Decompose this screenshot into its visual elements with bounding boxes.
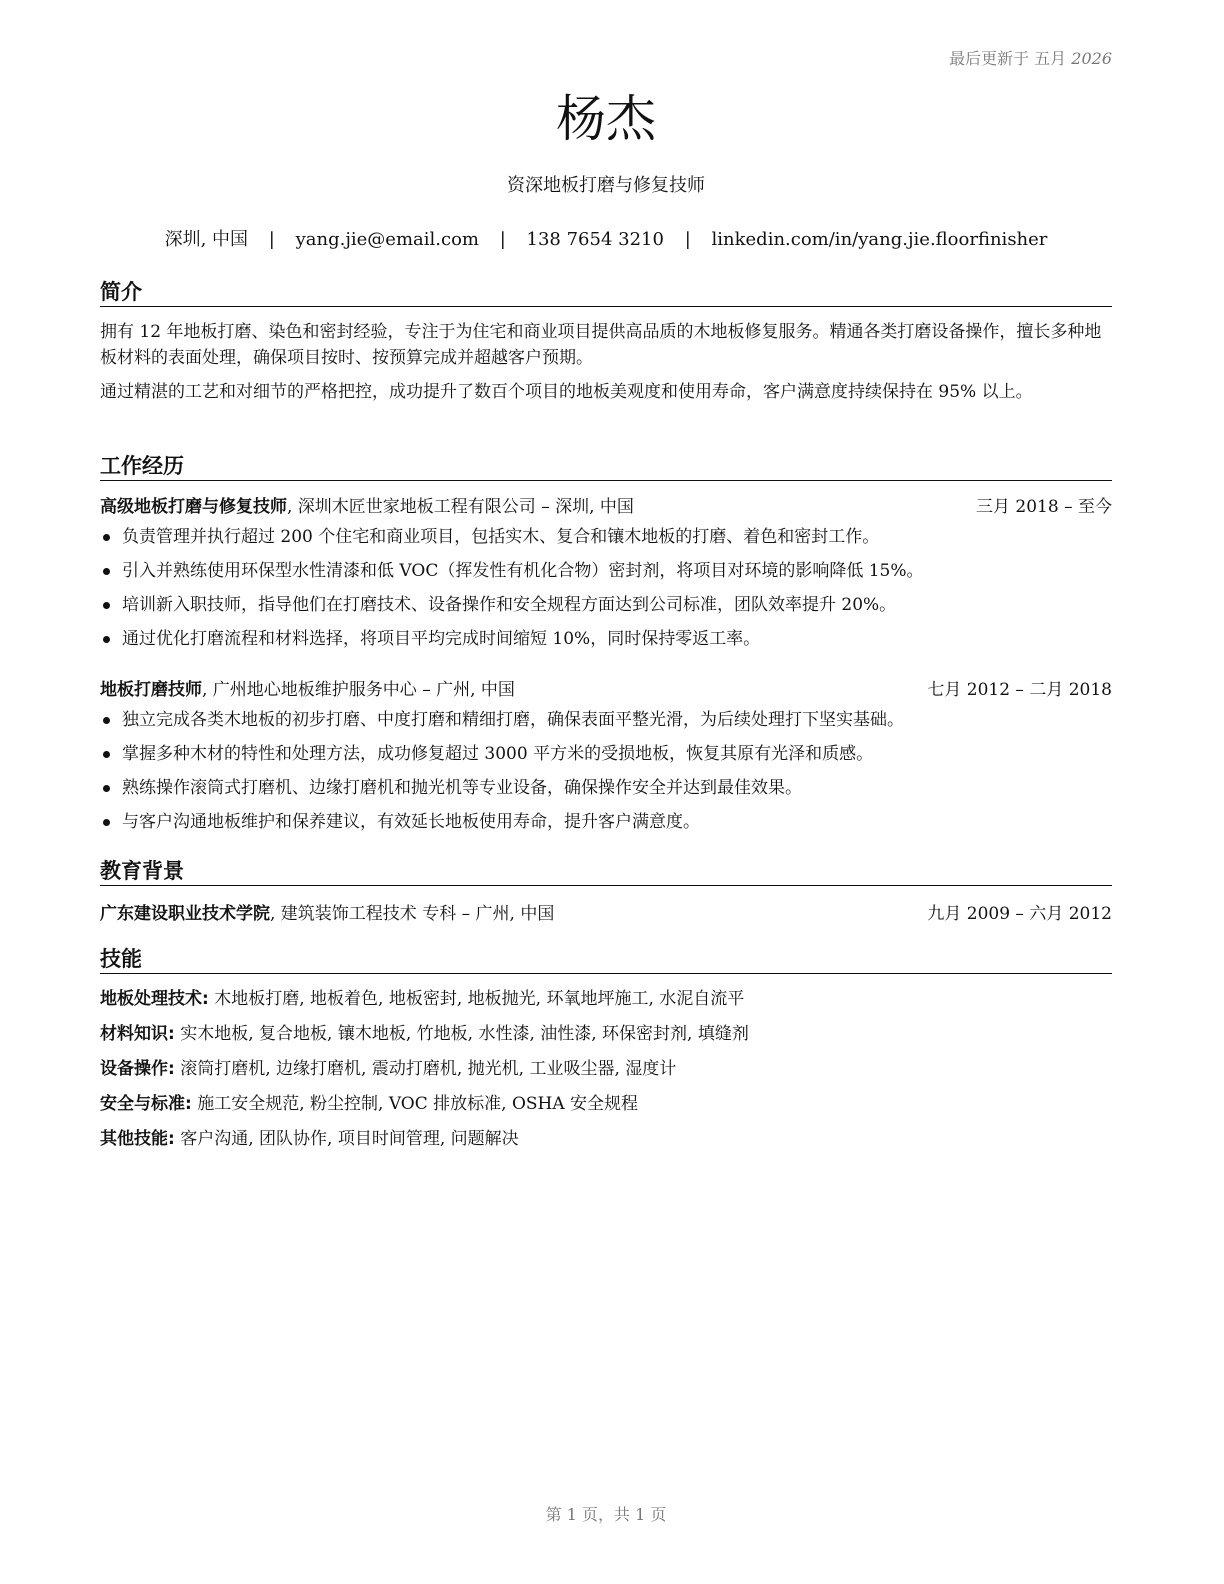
skill-row xyxy=(100,1087,1112,1122)
skill-value: 客户沟通, 团队协作, 项目时间管理, 问题解决 xyxy=(174,1129,519,1149)
list-item: 引入并熟练使用环保型水性清漆和低 VOC（挥发性有机化合物）密封剂，将项目对环境的影响降低 15%。 xyxy=(100,554,1112,588)
job-bullets xyxy=(100,703,1112,839)
skill-value: 木地板打磨, 地板着色, 地板密封, 地板抛光, 环氧地坪施工, 水泥自流平 xyxy=(208,989,745,1009)
section-title-experience: 工作经历 xyxy=(100,452,1112,481)
education-line xyxy=(100,901,554,927)
skill-row xyxy=(100,982,1112,1017)
skill-row xyxy=(100,1017,1112,1052)
list-item: 通过优化打磨流程和材料选择，将项目平均完成时间缩短 10%，同时保持零返工率。 xyxy=(100,622,1112,656)
list-item: 独立完成各类木地板的初步打磨、中度打磨和精细打磨，确保表面平整光滑，为后续处理打下坚实基础。 xyxy=(100,703,1112,737)
job-title-line xyxy=(100,677,515,703)
job-org: , 深圳木匠世家地板工程有限公司 – 深圳, 中国 xyxy=(287,497,634,517)
last-updated xyxy=(949,46,1112,69)
last-updated-year: 2026 xyxy=(1071,49,1112,68)
resume-page xyxy=(100,0,1112,1584)
job-header xyxy=(100,677,1112,703)
contact-separator: | xyxy=(268,229,275,250)
job-bullets xyxy=(100,520,1112,656)
list-item: 负责管理并执行超过 200 个住宅和商业项目，包括实木、复合和镶木地板的打磨、着色和密封工作。 xyxy=(100,520,1112,554)
education-school: 广东建设职业技术学院 xyxy=(100,904,270,924)
contact-location: 深圳, 中国 xyxy=(164,229,249,250)
skills-list xyxy=(100,982,1112,1157)
contact-separator: | xyxy=(684,229,691,250)
skill-label: 其他技能: xyxy=(100,1129,175,1149)
skill-label: 材料知识: xyxy=(100,1024,175,1044)
summary-paragraph: 通过精湛的工艺和对细节的严格把控，成功提升了数百个项目的地板美观度和使用寿命，客户满意度持续保持在 95% 以上。 xyxy=(100,382,1033,402)
skill-row xyxy=(100,1122,1112,1157)
page-number: 第 1 页，共 1 页 xyxy=(545,1505,667,1524)
candidate-name: 杨杰 xyxy=(556,90,656,148)
skill-label: 设备操作: xyxy=(100,1059,175,1079)
contact-separator: | xyxy=(499,229,506,250)
contact-email[interactable]: yang.jie@email.com xyxy=(295,229,479,250)
job-header xyxy=(100,494,1112,520)
job-org: , 广州地心地板维护服务中心 – 广州, 中国 xyxy=(202,680,515,700)
job-entry xyxy=(100,677,1112,839)
summary-paragraph: 拥有 12 年地板打磨、染色和密封经验，专注于为住宅和商业项目提供高品质的木地板修复服务。精通各类打磨设备操作，擅长多种地板材料的表面处理，确保项目按时、按预算完成并超越客户预期。 xyxy=(100,322,1102,368)
section-title-education: 教育背景 xyxy=(100,857,1112,886)
skill-value: 滚筒打磨机, 边缘打磨机, 震动打磨机, 抛光机, 工业吸尘器, 湿度计 xyxy=(174,1059,677,1079)
candidate-headline: 资深地板打磨与修复技师 xyxy=(507,175,705,196)
job-dates: 七月 2012 – 二月 2018 xyxy=(927,680,1112,700)
education-section xyxy=(100,857,1112,927)
last-updated-label: 最后更新于 五月 xyxy=(949,49,1067,68)
job-entry xyxy=(100,494,1112,656)
contact-line xyxy=(100,225,1112,251)
section-title-skills: 技能 xyxy=(100,945,1112,974)
skills-section xyxy=(100,945,1112,1157)
section-title-summary: 简介 xyxy=(100,278,1112,307)
skill-label: 安全与标准: xyxy=(100,1094,192,1114)
list-item: 熟练操作滚筒式打磨机、边缘打磨机和抛光机等专业设备，确保操作安全并达到最佳效果。 xyxy=(100,771,1112,805)
list-item: 培训新入职技师，指导他们在打磨技术、设备操作和安全规程方面达到公司标准，团队效率提升 20%。 xyxy=(100,588,1112,622)
education-entry xyxy=(100,901,1112,927)
experience-section xyxy=(100,452,1112,839)
education-dates: 九月 2009 – 六月 2012 xyxy=(927,904,1112,924)
list-item: 掌握多种木材的特性和处理方法，成功修复超过 3000 平方米的受损地板，恢复其原有光泽和质感。 xyxy=(100,737,1112,771)
job-role: 高级地板打磨与修复技师 xyxy=(100,497,287,517)
job-title-line xyxy=(100,494,634,520)
contact-phone: 138 7654 3210 xyxy=(526,229,664,250)
job-dates: 三月 2018 – 至今 xyxy=(976,497,1112,517)
list-item: 与客户沟通地板维护和保养建议，有效延长地板使用寿命，提升客户满意度。 xyxy=(100,805,1112,839)
skill-value: 施工安全规范, 粉尘控制, VOC 排放标准, OSHA 安全规程 xyxy=(191,1094,639,1114)
job-role: 地板打磨技师 xyxy=(100,680,202,700)
skill-label: 地板处理技术: xyxy=(100,989,209,1009)
skill-row xyxy=(100,1052,1112,1087)
contact-linkedin[interactable]: linkedin.com/in/yang.jie.floorfinisher xyxy=(711,229,1048,250)
skill-value: 实木地板, 复合地板, 镶木地板, 竹地板, 水性漆, 油性漆, 环保密封剂, 填缝剂 xyxy=(174,1024,749,1044)
education-detail: , 建筑装饰工程技术 专科 – 广州, 中国 xyxy=(270,904,555,924)
summary-section xyxy=(100,278,1112,405)
